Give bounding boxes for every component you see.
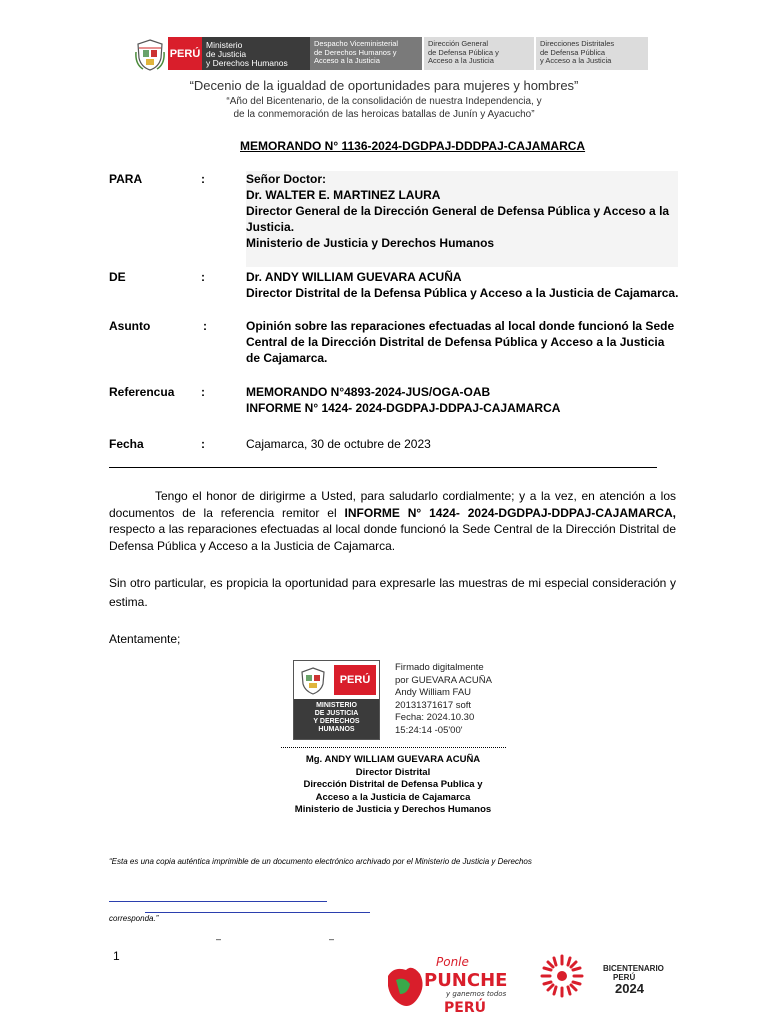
fecha-label: Fecha: [109, 437, 144, 451]
footer-dash: –: [329, 934, 335, 944]
svg-text:PUNCHE: PUNCHE: [424, 970, 508, 991]
closing: Atentamente;: [109, 632, 181, 646]
referencia-label: Referencua: [109, 385, 175, 399]
asunto-block: Opinión sobre las reparaciones efectuadas al local donde funcionó la Sede Central de la Dirección Distrital de Defensa Pública y Acceso a la Justicia de Cajamarca.: [246, 319, 675, 365]
de-colon: :: [201, 270, 205, 284]
asunto-label: Asunto: [109, 319, 151, 333]
de-label: DE: [109, 270, 126, 284]
bicentenario-emblem-icon: [538, 952, 586, 1000]
asunto-colon: :: [203, 319, 207, 333]
authenticity-note: “Esta es una copia auténtica imprimible de un documento electrónico archivado por el Ministerio de Justicia y Derechos: [109, 857, 532, 866]
authenticity-note-end: corresponda.”: [109, 914, 159, 923]
memo-title: MEMORANDO N° 1136-2024-DGDPAJ-DDDPAJ-CAJAMARCA: [240, 139, 586, 153]
signature-line: [281, 747, 506, 748]
ministry-seal-logo: [293, 660, 380, 740]
ministry-box: Ministerio de Justicia y Derechos Humanos: [202, 37, 310, 70]
coat-of-arms-icon: [135, 38, 165, 72]
signer-block: Mg. ANDY WILLIAM GUEVARA ACUÑA Director Distrital Dirección Distrital de Defensa Publica y Acceso a la Justicia de Cajamarca Ministerio de Justicia y Derechos Humanos: [294, 754, 492, 815]
general-direction-box: Dirección General de Defensa Pública y Acceso a la Justicia: [424, 37, 534, 70]
year-slogan-line2: de la conmemoración de las heroicas batallas de Junín y Ayacucho”: [233, 109, 535, 120]
fecha-value: Cajamarca, 30 de octubre de 2023: [246, 437, 431, 451]
svg-text:PERÚ: PERÚ: [444, 1000, 486, 1016]
svg-text:Ponle: Ponle: [436, 955, 469, 969]
body-paragraph-2: Sin otro particular, es propicia la oportunidad para expresarle las muestras de mi especial consideración y estima.: [109, 576, 676, 609]
peru-logo-label: PERÚ: [334, 665, 376, 695]
bicentenario-text: BICENTENARIO PERÚ 2024: [603, 964, 664, 996]
district-directions-box: Direcciones Distritales de Defensa Pública y Acceso a la Justicia: [536, 37, 648, 70]
ponle-punche-logo: [384, 950, 514, 1018]
ministry-seal-text: MINISTERIO DE JUSTICIA Y DERECHOS HUMANOS: [294, 699, 379, 739]
page-number: 1: [113, 949, 120, 963]
verification-link-2[interactable]: [145, 912, 370, 913]
peru-logo-label: PERÚ: [168, 37, 202, 70]
referencia-block: MEMORANDO N°4893-2024-JUS/OGA-OAB INFORME N° 1424- 2024-DGDPAJ-DDPAJ-CAJAMARCA: [246, 385, 561, 415]
verification-link-1[interactable]: [109, 901, 327, 902]
year-slogan-line1: “Año del Bicentenario, de la consolidación de nuestra Independencia, y: [226, 96, 542, 107]
vice-ministry-box: Despacho Viceministerial de Derechos Humanos y Acceso a la Justicia: [310, 37, 422, 70]
para-colon: :: [201, 172, 205, 186]
footer-dash: –: [216, 934, 222, 944]
para-label: PARA: [109, 172, 143, 186]
header-divider: [109, 467, 657, 468]
fecha-colon: :: [201, 437, 205, 451]
body-paragraph-1: Tengo el honor de dirigirme a Usted, para saludarlo cordialmente; y a la vez, en atención a los documentos de la referencia remitor el INFORME N° 1424- 2024-DGDPAJ-DDPAJ-CAJAMARCA, respecto a las reparaciones efectuadas al local donde funcionó la Sede Central de la Dirección Distrital de Defensa Pública y Acceso a la Justicia de Cajamarca.: [109, 489, 676, 553]
svg-text:y ganemos todos: y ganemos todos: [446, 990, 507, 998]
de-block: Dr. ANDY WILLIAM GUEVARA ACUÑA Director Distrital de la Defensa Pública y Acceso a la Justicia de Cajamarca.: [246, 270, 679, 300]
digital-signature-info: Firmado digitalmente por GUEVARA ACUÑA Andy William FAU 20131371617 soft Fecha: 2024.10.30 15:24:14 -05'00': [395, 662, 492, 736]
para-block: Señor Doctor: Dr. WALTER E. MARTINEZ LAURA Director General de la Dirección General de Defensa Pública y Acceso a la Justicia. Ministerio de Justicia y Derechos Humanos: [246, 171, 678, 267]
coat-of-arms-icon: [300, 667, 326, 695]
decade-slogan: “Decenio de la igualdad de oportunidades para mujeres y hombres”: [189, 78, 579, 93]
referencia-colon: :: [201, 385, 205, 399]
